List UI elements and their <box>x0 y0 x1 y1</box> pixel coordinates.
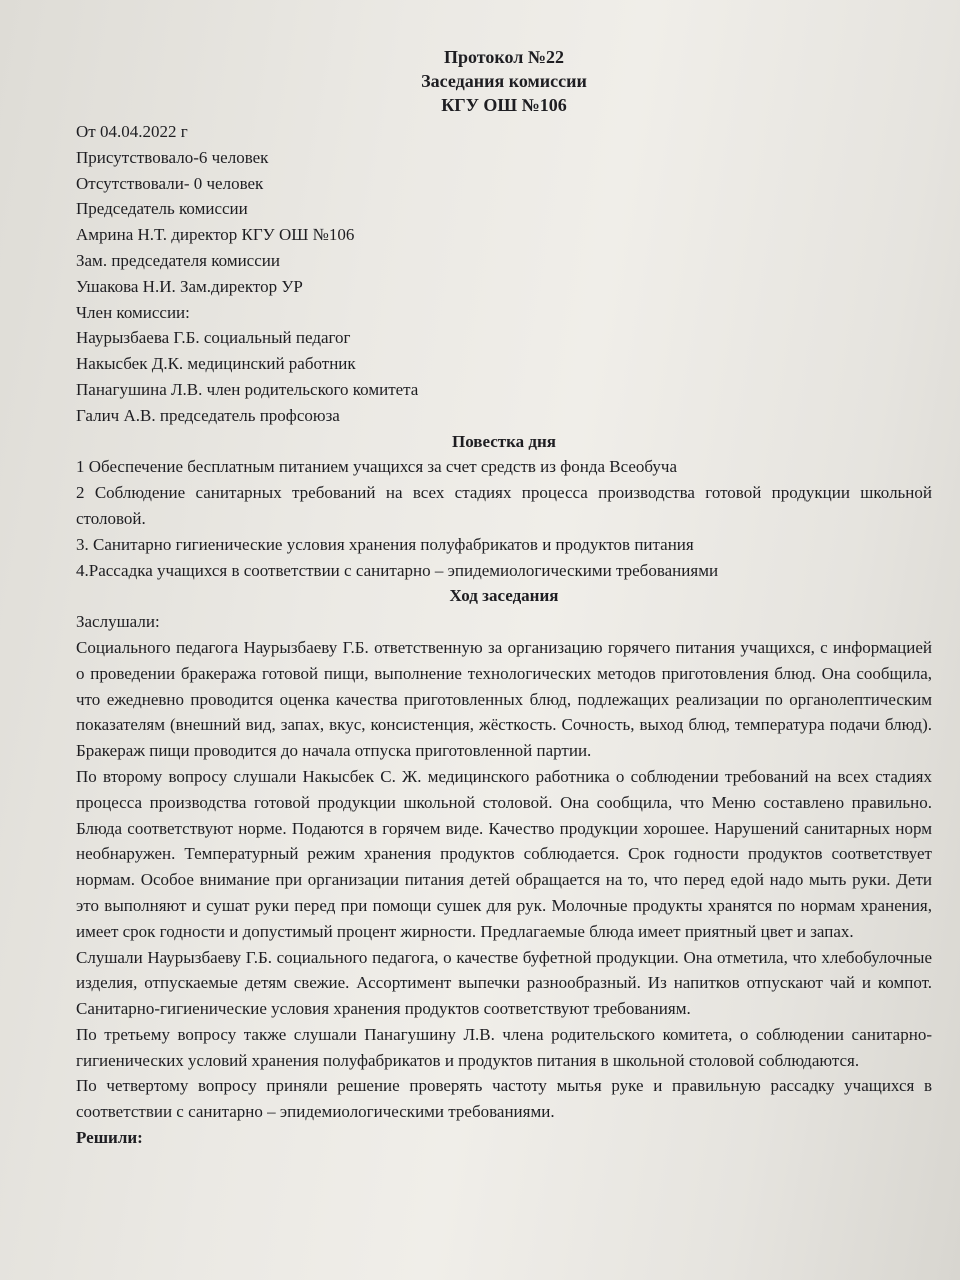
proceedings-heading: Ход заседания <box>449 586 559 606</box>
proceedings-paragraph: По второму вопросу слушали Накысбек С. Ж. медицинского работника о соблюдении требований на всех стадиях процесса производства готовой продукции школьной столовой. Она сообщила, что Меню составлено правильно. Блюда соответствуют норме. Подаются в горячем виде. Качество продукции хорошее. Нарушений санитарных норм необнаружен. Температурный режим хранения продуктов соблюдается. Срок годности продуктов соответствует нормам. Особое внимание при организации питания детей обращается на то, что перед едой надо мыть руки. Дети это выполняют и сушат руки перед при помощи сушек для рук. Молочные продукты хранятся по нормам хранения, имеет срок годности и допустимый процент жирности. Предлагаемые блюда имеет приятный цвет и запах. <box>76 766 932 941</box>
protocol-subtitle: Заседания комиссии <box>421 71 587 91</box>
info-line-deputy: Ушакова Н.И. Зам.директор УР <box>76 276 303 296</box>
attendance-info <box>76 119 932 429</box>
agenda-heading: Повестка дня <box>451 431 556 451</box>
info-line-member: Наурызбаева Г.Б. социальный педагог <box>76 328 351 348</box>
protocol-title: Протокол №22 <box>444 47 564 67</box>
proceedings-paragraph: По четвертому вопросу приняли решение проверять частоту мытья руке и правильную рассадку учащихся в соответствии с санитарно – эпидемиологическими требованиями. <box>76 1076 932 1122</box>
agenda-item: 4.Рассадка учащихся в соответствии с санитарно – эпидемиологическими требованиями <box>76 560 719 580</box>
info-line-deputy-label: Зам. председателя комиссии <box>76 250 280 270</box>
proceedings-intro: Заслушали: <box>76 612 160 632</box>
agenda-item: 2 Соблюдение санитарных требований на всех стадиях процесса производства готовой продукции школьной столовой. <box>76 483 932 528</box>
info-line-date: От 04.04.2022 г <box>76 122 188 141</box>
info-line-absent: Отсутствовали- 0 человек <box>76 173 264 193</box>
info-line-chair: Амрина Н.Т. директор КГУ ОШ №106 <box>76 225 355 245</box>
info-line-member: Накысбек Д.К. медицинский работник <box>76 354 356 374</box>
info-line-members-label: Член комиссии: <box>76 302 190 322</box>
agenda-item: 1 Обеспечение бесплатным питанием учащихся за счет средств из фонда Всеобуча <box>76 457 678 477</box>
info-line-chair-label: Председатель комиссии <box>76 199 248 219</box>
title-block <box>76 45 932 117</box>
proceedings-body <box>76 635 932 1125</box>
resolution-label: Решили: <box>76 1128 143 1148</box>
agenda-item: 3. Санитарно гигиенические условия хранения полуфабрикатов и продуктов питания <box>76 534 694 554</box>
proceedings-paragraph: Слушали Наурызбаеву Г.Б. социального педагога, о качестве буфетной продукции. Она отметила, что хлебобулочные изделия, отпускаемые детям свежие. Ассортимент выпечки разнообразный. Из напитков отпускают чай и компот. Санитарно-гигиенические условия хранения продуктов соответствуют требованиям. <box>76 947 932 1019</box>
info-line-member: Панагушина Л.В. член родительского комитета <box>76 379 419 399</box>
proceedings-paragraph: Социального педагога Наурызбаеву Г.Б. ответственную за организацию горячего питания учащихся, с информацией о проведении бракеража готовой пищи, выполнение технологических методов приготовления блюд. Она сообщила, что ежедневно проводится оценка качества приготовленных блюд, подлежащих реализации по органолептическим показателям (внешний вид, запах, вкус, консистенция, жёсткость. Сочность, выход блюд, температура подачи блюд). Бракераж пищи проводится до начала отпуска приготовленной партии. <box>76 637 932 761</box>
proceedings-paragraph: По третьему вопросу также слушали Панагушину Л.В. члена родительского комитета, о соблюдении санитарно-гигиенических условий хранения полуфабрикатов и продуктов питания в школьной столовой соблюдаются. <box>76 1024 932 1070</box>
organization-name: КГУ ОШ №106 <box>441 95 567 115</box>
info-line-member: Галич А.В. председатель профсоюза <box>76 405 340 425</box>
info-line-present: Присутствовало-6 человек <box>76 147 269 167</box>
agenda-list <box>76 454 932 583</box>
